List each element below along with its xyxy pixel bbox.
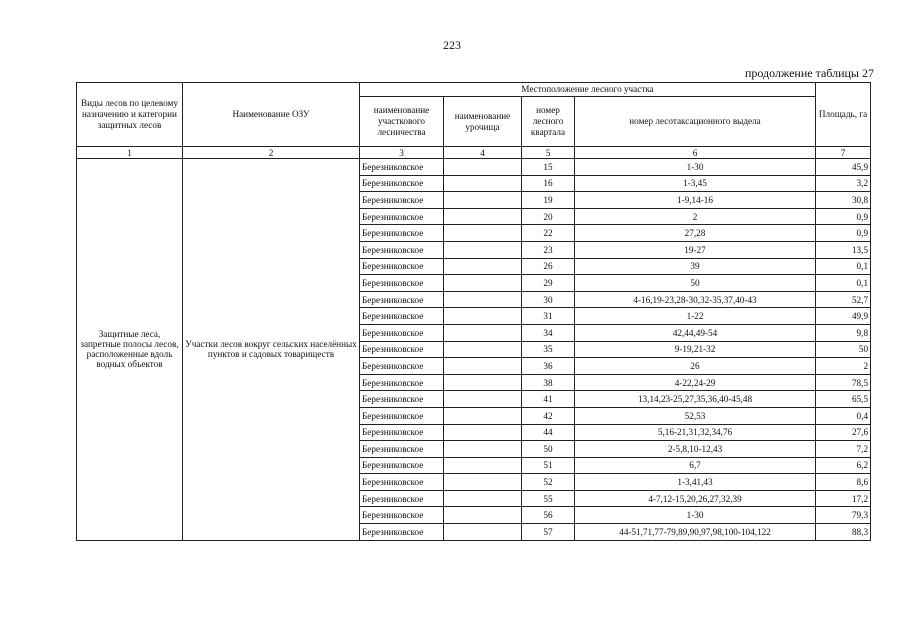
header-area: Площадь, га: [816, 83, 871, 147]
tract-cell: [444, 241, 522, 258]
forestry-cell: Березниковское: [360, 490, 444, 507]
header-ozu-name: Наименование ОЗУ: [183, 83, 360, 147]
column-number: 1: [77, 147, 183, 159]
tract-cell: [444, 308, 522, 325]
quarter-cell: 16: [522, 175, 575, 192]
forestry-cell: Березниковское: [360, 524, 444, 541]
forestry-cell: Березниковское: [360, 241, 444, 258]
quarter-cell: 31: [522, 308, 575, 325]
tract-cell: [444, 159, 522, 176]
forestry-cell: Березниковское: [360, 291, 444, 308]
area-cell: 79,3: [816, 507, 871, 524]
tract-cell: [444, 341, 522, 358]
forestry-cell: Березниковское: [360, 308, 444, 325]
vydel-cell: 26: [575, 358, 816, 375]
vydel-cell: 50: [575, 275, 816, 292]
area-cell: 0,4: [816, 407, 871, 424]
header-vydel: номер лесотаксационного выдела: [575, 97, 816, 147]
forestry-cell: Березниковское: [360, 391, 444, 408]
forestry-cell: Березниковское: [360, 358, 444, 375]
quarter-cell: 52: [522, 474, 575, 491]
ozu-name-cell: Участки лесов вокруг сельских населённых пунктов и садовых товариществ: [183, 159, 360, 541]
tract-cell: [444, 175, 522, 192]
forestry-cell: Березниковское: [360, 225, 444, 242]
page-number: 223: [443, 38, 461, 52]
forestry-cell: Березниковское: [360, 159, 444, 176]
vydel-cell: 5,16-21,31,32,34,76: [575, 424, 816, 441]
forestry-cell: Березниковское: [360, 424, 444, 441]
vydel-cell: 27,28: [575, 225, 816, 242]
area-cell: 30,8: [816, 192, 871, 209]
area-cell: 2: [816, 358, 871, 375]
quarter-cell: 29: [522, 275, 575, 292]
vydel-cell: 1-9,14-16: [575, 192, 816, 209]
vydel-cell: 19-27: [575, 241, 816, 258]
column-number: 5: [522, 147, 575, 159]
column-number: 3: [360, 147, 444, 159]
vydel-cell: 39: [575, 258, 816, 275]
forestry-cell: Березниковское: [360, 341, 444, 358]
vydel-cell: 2-5,8,10-12,43: [575, 441, 816, 458]
quarter-cell: 55: [522, 490, 575, 507]
forestry-cell: Березниковское: [360, 441, 444, 458]
tract-cell: [444, 424, 522, 441]
tract-cell: [444, 490, 522, 507]
area-cell: 78,5: [816, 374, 871, 391]
quarter-cell: 44: [522, 424, 575, 441]
quarter-cell: 23: [522, 241, 575, 258]
forestry-cell: Березниковское: [360, 457, 444, 474]
tract-cell: [444, 358, 522, 375]
area-cell: 0,9: [816, 208, 871, 225]
header-quarter: номер лесного квартала: [522, 97, 575, 147]
forestry-cell: Березниковское: [360, 258, 444, 275]
tract-cell: [444, 192, 522, 209]
tract-cell: [444, 407, 522, 424]
area-cell: 3,2: [816, 175, 871, 192]
forestry-cell: Березниковское: [360, 324, 444, 341]
quarter-cell: 38: [522, 374, 575, 391]
area-cell: 50: [816, 341, 871, 358]
quarter-cell: 50: [522, 441, 575, 458]
quarter-cell: 56: [522, 507, 575, 524]
area-cell: 17,2: [816, 490, 871, 507]
area-cell: 9,8: [816, 324, 871, 341]
tract-cell: [444, 208, 522, 225]
vydel-cell: 4-22,24-29: [575, 374, 816, 391]
quarter-cell: 15: [522, 159, 575, 176]
area-cell: 13,5: [816, 241, 871, 258]
quarter-cell: 20: [522, 208, 575, 225]
vydel-cell: 4-7,12-15,20,26,27,32,39: [575, 490, 816, 507]
tract-cell: [444, 258, 522, 275]
column-number: 6: [575, 147, 816, 159]
vydel-cell: 1-30: [575, 159, 816, 176]
forestry-cell: Березниковское: [360, 374, 444, 391]
tract-cell: [444, 275, 522, 292]
vydel-cell: 6,7: [575, 457, 816, 474]
column-number: 2: [183, 147, 360, 159]
header-tract: наименование урочища: [444, 97, 522, 147]
tract-cell: [444, 474, 522, 491]
quarter-cell: 19: [522, 192, 575, 209]
forestry-cell: Березниковское: [360, 175, 444, 192]
vydel-cell: 1-3,41,43: [575, 474, 816, 491]
vydel-cell: 2: [575, 208, 816, 225]
area-cell: 27,6: [816, 424, 871, 441]
area-cell: 52,7: [816, 291, 871, 308]
column-number: 7: [816, 147, 871, 159]
header-forest-types: Виды лесов по целевому назначению и категории защитных лесов: [77, 83, 183, 147]
area-cell: 88,3: [816, 524, 871, 541]
table-continuation-label: продолжение таблицы 27: [744, 66, 874, 80]
area-cell: 0,1: [816, 258, 871, 275]
vydel-cell: 1-30: [575, 507, 816, 524]
tract-cell: [444, 524, 522, 541]
forestry-cell: Березниковское: [360, 407, 444, 424]
header-forestry: наименование участкового лесничества: [360, 97, 444, 147]
tract-cell: [444, 507, 522, 524]
quarter-cell: 36: [522, 358, 575, 375]
vydel-cell: 13,14,23-25,27,35,36,40-45,48: [575, 391, 816, 408]
quarter-cell: 35: [522, 341, 575, 358]
quarter-cell: 42: [522, 407, 575, 424]
forestry-cell: Березниковское: [360, 507, 444, 524]
vydel-cell: 4-16,19-23,28-30,32-35,37,40-43: [575, 291, 816, 308]
area-cell: 8,6: [816, 474, 871, 491]
vydel-cell: 44-51,71,77-79,89,90,97,98,100-104,122: [575, 524, 816, 541]
header-location: Местоположение лесного участка: [360, 83, 816, 97]
area-cell: 0,9: [816, 225, 871, 242]
forestry-cell: Березниковское: [360, 474, 444, 491]
area-cell: 0,1: [816, 275, 871, 292]
vydel-cell: 52,53: [575, 407, 816, 424]
tract-cell: [444, 225, 522, 242]
tract-cell: [444, 457, 522, 474]
vydel-cell: 9-19,21-32: [575, 341, 816, 358]
tract-cell: [444, 441, 522, 458]
forestry-cell: Березниковское: [360, 192, 444, 209]
forestry-cell: Березниковское: [360, 208, 444, 225]
tract-cell: [444, 374, 522, 391]
quarter-cell: 57: [522, 524, 575, 541]
table-body: [77, 159, 871, 541]
tract-cell: [444, 324, 522, 341]
quarter-cell: 34: [522, 324, 575, 341]
column-number-row: [77, 147, 871, 159]
vydel-cell: 42,44,49-54: [575, 324, 816, 341]
vydel-cell: 1-22: [575, 308, 816, 325]
column-number: 4: [444, 147, 522, 159]
quarter-cell: 22: [522, 225, 575, 242]
area-cell: 45,9: [816, 159, 871, 176]
area-cell: 7,2: [816, 441, 871, 458]
forest-type-cell: Защитные леса, запретные полосы лесов, расположенные вдоль водных объектов: [77, 159, 183, 541]
quarter-cell: 51: [522, 457, 575, 474]
quarter-cell: 26: [522, 258, 575, 275]
tract-cell: [444, 291, 522, 308]
area-cell: 49,9: [816, 308, 871, 325]
quarter-cell: 30: [522, 291, 575, 308]
area-cell: 6,2: [816, 457, 871, 474]
forest-areas-table: [76, 82, 871, 541]
table-row: [77, 159, 871, 176]
vydel-cell: 1-3,45: [575, 175, 816, 192]
quarter-cell: 41: [522, 391, 575, 408]
tract-cell: [444, 391, 522, 408]
forestry-cell: Березниковское: [360, 275, 444, 292]
area-cell: 65,5: [816, 391, 871, 408]
